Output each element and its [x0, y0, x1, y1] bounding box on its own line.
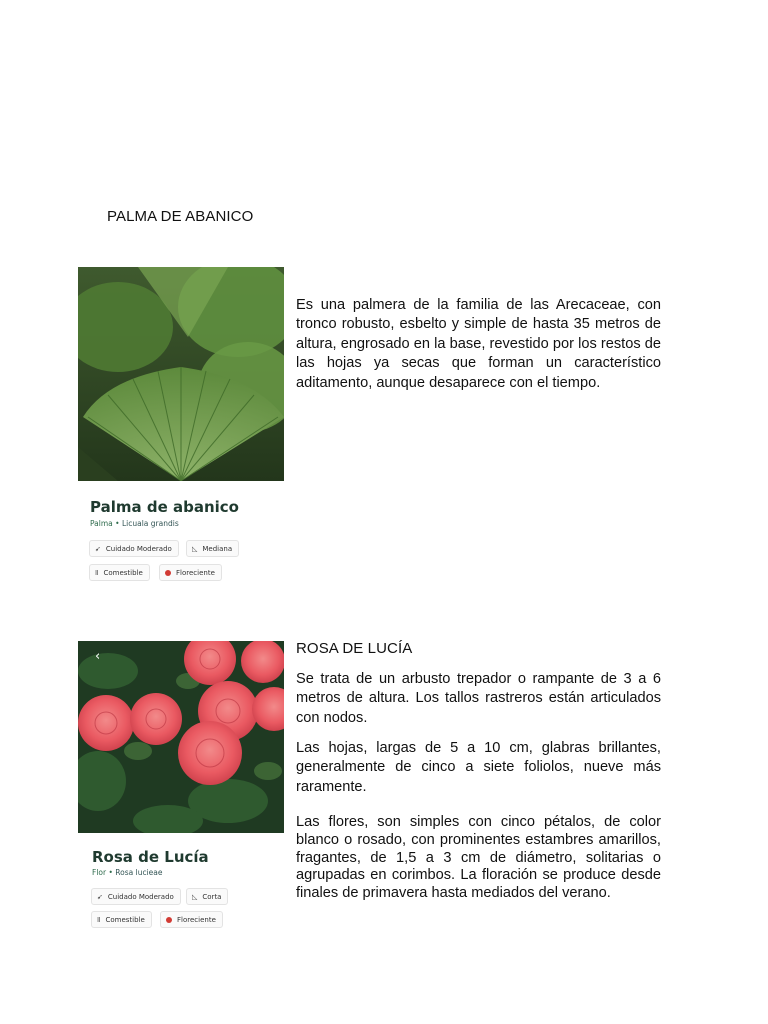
chip-label: Floreciente	[176, 568, 215, 577]
chip-edible[interactable]	[91, 911, 152, 928]
flower-dot-icon	[165, 570, 171, 576]
card-subtitle	[90, 519, 179, 528]
chip-label: Mediana	[202, 544, 233, 553]
chip-label: Floreciente	[177, 915, 216, 924]
chip-care[interactable]	[91, 888, 181, 905]
section1-heading: PALMA DE ABANICO	[107, 208, 254, 225]
palm-card[interactable]	[78, 481, 284, 589]
chip-size[interactable]	[186, 540, 239, 557]
chip-label: Corta	[202, 892, 222, 901]
chip-label: Cuidado Moderado	[105, 544, 172, 553]
leaf-icon: ➹	[95, 544, 101, 553]
chip-care[interactable]	[89, 540, 179, 557]
section2-heading: ROSA DE LUCÍA	[296, 640, 413, 657]
card-subtitle	[92, 868, 163, 877]
chip-label: Comestible	[105, 915, 145, 924]
bullet-separator: •	[115, 519, 122, 528]
chip-edible[interactable]	[89, 564, 150, 581]
palm-leaves-image	[78, 267, 284, 481]
section2-paragraph-2: Las hojas, largas de 5 a 10 cm, glabras brillantes, generalmente de cinco a siete foliolos, nueve más raramente.	[296, 740, 661, 795]
card-scientific-name: Licuala grandis	[121, 519, 179, 528]
section2-paragraph-3: Las flores, son simples con cinco pétalos, de color blanco o rosado, con prominentes estambres amarillos, fragantes, de 1,5 a 3 cm de diámetro, solitarias o agrupadas en corimbos. La floración se produce desde finales de primavera hasta mediados del verano.	[296, 814, 661, 902]
rose-card[interactable]	[78, 833, 284, 937]
fork-knife-icon: Ⅱ	[97, 915, 101, 924]
card-scientific-name: Rosa lucieae	[115, 868, 163, 877]
leaf-icon: ➹	[97, 892, 103, 901]
card-category: Palma	[90, 519, 113, 528]
card-category: Flor	[92, 868, 107, 877]
roses-image	[78, 641, 284, 833]
ruler-icon: ◺	[192, 544, 198, 553]
palm-photo	[78, 267, 284, 481]
fork-knife-icon: Ⅱ	[95, 568, 99, 577]
bullet-separator: •	[108, 868, 116, 877]
ruler-icon: ◺	[192, 892, 198, 901]
chip-label: Cuidado Moderado	[107, 892, 174, 901]
card-title: Palma de abanico	[90, 498, 239, 516]
card-title: Rosa de Lucía	[92, 848, 209, 866]
section2-paragraph-1: Se trata de un arbusto trepador o rampante de 3 a 6 metros de altura. Los tallos rastreros están articulados con nodos.	[296, 671, 661, 726]
carousel-prev-icon[interactable]: ‹	[95, 649, 101, 664]
chip-flowering[interactable]	[159, 564, 222, 581]
chip-size[interactable]	[186, 888, 228, 905]
rose-photo	[78, 641, 284, 833]
section1-paragraph: Es una palmera de la familia de las Arecaceae, con tronco robusto, esbelto y simple de hasta 35 metros de altura, engrosado en la base, revestido por los restos de las hojas ya secas que forman un característico aditamento, aunque desaparece con el tiempo.	[296, 297, 661, 391]
chip-flowering[interactable]	[160, 911, 223, 928]
flower-dot-icon	[166, 917, 172, 923]
chip-label: Comestible	[103, 568, 143, 577]
